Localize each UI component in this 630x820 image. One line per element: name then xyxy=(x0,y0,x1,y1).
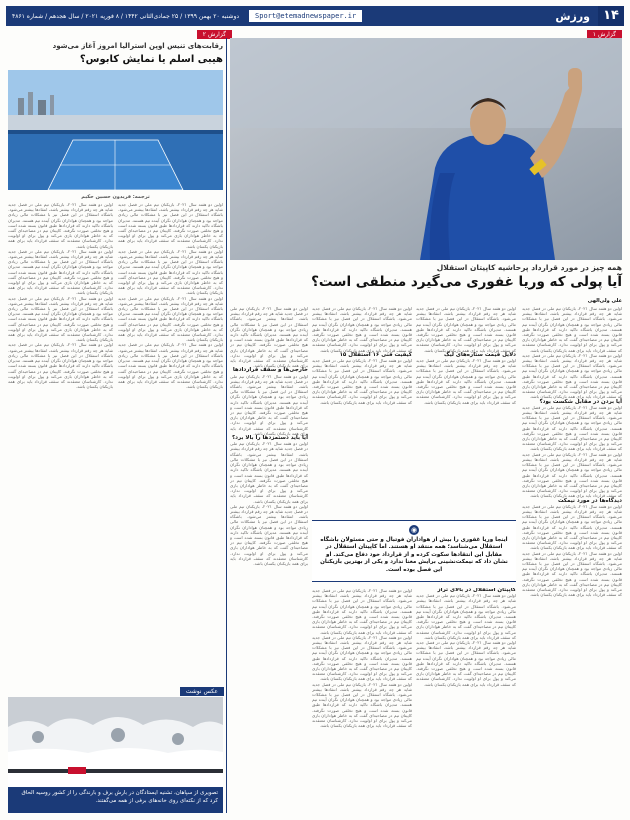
main-body-col-4 xyxy=(230,306,308,811)
main-body-col-3 xyxy=(312,306,412,516)
main-subhead-1: دلایل قیمت ستاره‌های لیگ xyxy=(444,351,516,358)
section-email[interactable]: Sport@etemadnewspaper.ir xyxy=(249,10,362,22)
main-body-col-3b xyxy=(312,588,412,811)
side-body-col-2 xyxy=(8,202,113,682)
snow-illustration xyxy=(8,697,223,787)
main-subhead-3: خارجی‌ها و سقف قراردادها xyxy=(232,367,308,374)
side-kicker: رقابت‌های تنیس اوپن استرالیا امروز آغاز می‌شود xyxy=(52,42,223,50)
main-col3-text: اولین دو هفته سال ۲۰۲۱، بازیکنان تیم ملی در فصل جدید شاید هر چه رقم قرارداد بیشتر باشد، انتقادها بیشتر می‌شود. باشگاه استقلال در این فصل نیز با مشکلات مالی زیادی مواجه بود و همچنان هواداران نگران آینده تیم هستند. مدیران باشگاه تاکید دارند که قراردادها طبق قانون بسته شده است و هیچ تخلفی صورت نگرفته. کاپیتان تیم در مصاحبه‌ای گفت که به خاطر هواداران بازی می‌کند و پول برای او اولویت ندارد. کارشناسان معتقدند که سقف قرارداد باید برای همه بازیکنان یکسان باشد. xyxy=(312,306,412,353)
main-body-col-1 xyxy=(522,306,622,811)
quote-marker-icon: ◉ xyxy=(410,526,418,534)
snow-photo xyxy=(8,697,223,787)
side-headline: هیبی اسلم یا نمایش کابوس؟ xyxy=(79,54,223,65)
main-subhead-7: دیدگاه‌ها در مورد نیمکت xyxy=(557,497,622,504)
side-body-text: اولین دو هفته سال ۲۰۲۱، بازیکنان تیم ملی در فصل جدید شاید هر چه رقم قرارداد بیشتر باشد، انتقادها بیشتر می‌شود. باشگاه استقلال در این فصل نیز با مشکلات مالی زیادی مواجه بود و همچنان هواداران نگران آینده تیم هستند. مدیران باشگاه تاکید دارند که قراردادها طبق قانون بسته شده است و هیچ تخلفی صورت نگرفته. کاپیتان تیم در مصاحبه‌ای گفت که به خاطر هواداران بازی می‌کند و پول برای او اولویت ندارد. کارشناسان معتقدند که سقف قرارداد باید برای همه بازیکنان یکسان باشد. xyxy=(118,202,223,249)
main-col1-text-3: اولین دو هفته سال ۲۰۲۱، بازیکنان تیم ملی در فصل جدید شاید هر چه رقم قرارداد بیشتر باشد، انتقادها بیشتر می‌شود. باشگاه استقلال در این فصل نیز با مشکلات مالی زیادی مواجه بود و همچنان هواداران نگران آینده تیم هستند. مدیران باشگاه تاکید دارند که قراردادها طبق قانون بسته شده است و هیچ تخلفی صورت نگرفته. کاپیتان تیم در مصاحبه‌ای گفت که به خاطر هواداران بازی می‌کند و پول برای او اولویت ندارد. کارشناسان معتقدند که سقف قرارداد باید برای همه بازیکنان یکسان باشد. xyxy=(522,404,622,452)
main-subhead-5: کاپیتان استقلال در بالای تراز xyxy=(437,588,516,593)
side-body-text-2: اولین دو هفته سال ۲۰۲۱، بازیکنان تیم ملی در فصل جدید شاید هر چه رقم قرارداد بیشتر باشد، انتقادها بیشتر می‌شود. باشگاه استقلال در این فصل نیز با مشکلات مالی زیادی مواجه بود و همچنان هواداران نگران آینده تیم هستند. مدیران باشگاه تاکید دارند که قراردادها طبق قانون بسته شده است و هیچ تخلفی صورت نگرفته. کاپیتان تیم در مصاحبه‌ای گفت که به خاطر هواداران بازی می‌کند و پول برای او اولویت ندارد. کارشناسان معتقدند که سقف قرارداد باید برای همه بازیکنان یکسان باشد. xyxy=(118,248,223,296)
main-subhead-2: کیفیت فنی ۱۶ استقلال ۱۵ xyxy=(339,351,412,358)
side-body-text-3: اولین دو هفته سال ۲۰۲۱، بازیکنان تیم ملی در فصل جدید شاید هر چه رقم قرارداد بیشتر باشد، انتقادها بیشتر می‌شود. باشگاه استقلال در این فصل نیز با مشکلات مالی زیادی مواجه بود و همچنان هواداران نگران آینده تیم هستند. مدیران باشگاه تاکید دارند که قراردادها طبق قانون بسته شده است و هیچ تخلفی صورت نگرفته. کاپیتان تیم در مصاحبه‌ای گفت که به خاطر هواداران بازی می‌کند و پول برای او اولویت ندارد. کارشناسان معتقدند که سقف قرارداد باید برای همه بازیکنان یکسان باشد. xyxy=(118,295,223,343)
main-byline: علی ولی‌الهی xyxy=(587,298,622,304)
side-body-text-5: اولین دو هفته سال ۲۰۲۱، بازیکنان تیم ملی در فصل جدید شاید هر چه رقم قرارداد بیشتر باشد، انتقادها بیشتر می‌شود. باشگاه استقلال در این فصل نیز با مشکلات مالی زیادی مواجه بود و همچنان هواداران نگران آینده تیم هستند. مدیران باشگاه تاکید دارند که قراردادها طبق قانون بسته شده است و هیچ تخلفی صورت نگرفته. کاپیتان تیم در مصاحبه‌ای گفت که به خاطر هواداران بازی می‌کند و پول برای او اولویت ندارد. کارشناسان معتقدند که سقف قرارداد باید برای همه بازیکنان یکسان باشد. xyxy=(8,202,113,249)
main-col1-text-5: اولین دو هفته سال ۲۰۲۱، بازیکنان تیم ملی در فصل جدید شاید هر چه رقم قرارداد بیشتر باشد، انتقادها بیشتر می‌شود. باشگاه استقلال در این فصل نیز با مشکلات مالی زیادی مواجه بود و همچنان هواداران نگران آینده تیم هستند. مدیران باشگاه تاکید دارند که قراردادها طبق قانون بسته شده است و هیچ تخلفی صورت نگرفته. کاپیتان تیم در مصاحبه‌ای گفت که به خاطر هواداران بازی می‌کند و پول برای او اولویت ندارد. کارشناسان معتقدند که سقف قرارداد باید برای همه بازیکنان یکسان باشد. xyxy=(522,503,622,551)
main-col1-text-6: اولین دو هفته سال ۲۰۲۱، بازیکنان تیم ملی در فصل جدید شاید هر چه رقم قرارداد بیشتر باشد، انتقادها بیشتر می‌شود. باشگاه استقلال در این فصل نیز با مشکلات مالی زیادی مواجه بود و همچنان هواداران نگران آینده تیم هستند. مدیران باشگاه تاکید دارند که قراردادها طبق قانون بسته شده است و هیچ تخلفی صورت نگرفته. کاپیتان تیم در مصاحبه‌ای گفت که به خاطر هواداران بازی می‌کند و پول برای او اولویت ندارد. کارشناسان معتقدند که سقف قرارداد باید برای همه بازیکنان یکسان باشد. xyxy=(522,550,622,598)
photo-kicker: عکس نوشت xyxy=(180,687,224,696)
section-title: ورزش xyxy=(555,9,590,23)
main-col2b-text: اولین دو هفته سال ۲۰۲۱، بازیکنان تیم ملی در فصل جدید شاید هر چه رقم قرارداد بیشتر باشد، انتقادها بیشتر می‌شود. باشگاه استقلال در این فصل نیز با مشکلات مالی زیادی مواجه بود و همچنان هواداران نگران آینده تیم هستند. مدیران باشگاه تاکید دارند که قراردادها طبق قانون بسته شده است و هیچ تخلفی صورت نگرفته. کاپیتان تیم در مصاحبه‌ای گفت که به خاطر هواداران بازی می‌کند و پول برای او اولویت ندارد. کارشناسان معتقدند که سقف قرارداد باید برای همه بازیکنان یکسان باشد. xyxy=(416,593,516,640)
main-col4-text-2: اولین دو هفته سال ۲۰۲۱، بازیکنان تیم ملی در فصل جدید شاید هر چه رقم قرارداد بیشتر باشد، انتقادها بیشتر می‌شود. باشگاه استقلال در این فصل نیز با مشکلات مالی زیادی مواجه بود و همچنان هواداران نگران آینده تیم هستند. مدیران باشگاه تاکید دارند که قراردادها طبق قانون بسته شده است و هیچ تخلفی صورت نگرفته. کاپیتان تیم در مصاحبه‌ای گفت که به خاطر هواداران بازی می‌کند و پول برای او اولویت ندارد. کارشناسان معتقدند که سقف قرارداد باید برای همه بازیکنان یکسان باشد. xyxy=(230,373,308,436)
pull-quote-text: اینجا وریا غفوری را بیش از هواداران فوتبال و حتی مسئولان باشگاه استقلال می‌شناسد؛ همه منتقد او هستند. اما کاپیتان استقلال در مقابل این انتقادها سکوت کرده و از قرارداد خود دفاع می‌کند. او نشان داد که نیمکت‌نشینی برایش معنا ندارد و یکی از بهترین بازیکنان این فصل بوده است. xyxy=(320,537,508,573)
player-illustration xyxy=(230,38,622,260)
main-subhead-4: آیا باید دستمزدها را بالا برد؟ xyxy=(231,435,308,442)
main-body-col-2 xyxy=(416,306,516,516)
main-col3b-text: اولین دو هفته سال ۲۰۲۱، بازیکنان تیم ملی در فصل جدید شاید هر چه رقم قرارداد بیشتر باشد، انتقادها بیشتر می‌شود. باشگاه استقلال در این فصل نیز با مشکلات مالی زیادی مواجه بود و همچنان هواداران نگران آینده تیم هستند. مدیران باشگاه تاکید دارند که قراردادها طبق قانون بسته شده است و هیچ تخلفی صورت نگرفته. کاپیتان تیم در مصاحبه‌ای گفت که به خاطر هواداران بازی می‌کند و پول برای او اولویت ندارد. کارشناسان معتقدند که سقف قرارداد باید برای همه بازیکنان یکسان باشد. xyxy=(312,588,412,635)
main-col4-text-4: اولین دو هفته سال ۲۰۲۱، بازیکنان تیم ملی در فصل جدید شاید هر چه رقم قرارداد بیشتر باشد، انتقادها بیشتر می‌شود. باشگاه استقلال در این فصل نیز با مشکلات مالی زیادی مواجه بود و همچنان هواداران نگران آینده تیم هستند. مدیران باشگاه تاکید دارند که قراردادها طبق قانون بسته شده است و هیچ تخلفی صورت نگرفته. کاپیتان تیم در مصاحبه‌ای گفت که به خاطر هواداران بازی می‌کند و پول برای او اولویت ندارد. کارشناسان معتقدند که سقف قرارداد باید برای همه بازیکنان یکسان باشد. xyxy=(230,503,308,566)
side-body-text-8: اولین دو هفته سال ۲۰۲۱، بازیکنان تیم ملی در فصل جدید شاید هر چه رقم قرارداد بیشتر باشد، انتقادها بیشتر می‌شود. باشگاه استقلال در این فصل نیز با مشکلات مالی زیادی مواجه بود و همچنان هواداران نگران آینده تیم هستند. مدیران باشگاه تاکید دارند که قراردادها طبق قانون بسته شده است و هیچ تخلفی صورت نگرفته. کاپیتان تیم در مصاحبه‌ای گفت که به خاطر هواداران بازی می‌کند و پول برای او اولویت ندارد. کارشناسان معتقدند که سقف قرارداد باید برای همه بازیکنان یکسان باشد. xyxy=(8,342,113,390)
tennis-court-photo xyxy=(8,70,223,190)
main-col3-text-2: اولین دو هفته سال ۲۰۲۱، بازیکنان تیم ملی در فصل جدید شاید هر چه رقم قرارداد بیشتر باشد، انتقادها بیشتر می‌شود. باشگاه استقلال در این فصل نیز با مشکلات مالی زیادی مواجه بود و همچنان هواداران نگران آینده تیم هستند. مدیران باشگاه تاکید دارند که قراردادها طبق قانون بسته شده است و هیچ تخلفی صورت نگرفته. کاپیتان تیم در مصاحبه‌ای گفت که به خاطر هواداران بازی می‌کند و پول برای او اولویت ندارد. کارشناسان معتقدند که سقف قرارداد باید برای همه بازیکنان یکسان باشد. xyxy=(312,358,412,405)
pull-quote xyxy=(312,520,516,582)
page-number: ۱۴ xyxy=(598,6,624,26)
main-col2b-text-2: اولین دو هفته سال ۲۰۲۱، بازیکنان تیم ملی در فصل جدید شاید هر چه رقم قرارداد بیشتر باشد، انتقادها بیشتر می‌شود. باشگاه استقلال در این فصل نیز با مشکلات مالی زیادی مواجه بود و همچنان هواداران نگران آینده تیم هستند. مدیران باشگاه تاکید دارند که قراردادها طبق قانون بسته شده است و هیچ تخلفی صورت نگرفته. کاپیتان تیم در مصاحبه‌ای گفت که به خاطر هواداران بازی می‌کند و پول برای او اولویت ندارد. کارشناسان معتقدند که سقف قرارداد باید برای همه بازیکنان یکسان باشد. xyxy=(416,640,516,687)
side-body-text-4: اولین دو هفته سال ۲۰۲۱، بازیکنان تیم ملی در فصل جدید شاید هر چه رقم قرارداد بیشتر باشد، انتقادها بیشتر می‌شود. باشگاه استقلال در این فصل نیز با مشکلات مالی زیادی مواجه بود و همچنان هواداران نگران آینده تیم هستند. مدیران باشگاه تاکید دارند که قراردادها طبق قانون بسته شده است و هیچ تخلفی صورت نگرفته. کاپیتان تیم در مصاحبه‌ای گفت که به خاطر هواداران بازی می‌کند و پول برای او اولویت ندارد. کارشناسان معتقدند که سقف قرارداد باید برای همه بازیکنان یکسان باشد. xyxy=(118,342,223,390)
main-col2-text: اولین دو هفته سال ۲۰۲۱، بازیکنان تیم ملی در فصل جدید شاید هر چه رقم قرارداد بیشتر باشد، انتقادها بیشتر می‌شود. باشگاه استقلال در این فصل نیز با مشکلات مالی زیادی مواجه بود و همچنان هواداران نگران آینده تیم هستند. مدیران باشگاه تاکید دارند که قراردادها طبق قانون بسته شده است و هیچ تخلفی صورت نگرفته. کاپیتان تیم در مصاحبه‌ای گفت که به خاطر هواداران بازی می‌کند و پول برای او اولویت ندارد. کارشناسان معتقدند که سقف قرارداد باید برای همه بازیکنان یکسان باشد. xyxy=(416,306,516,353)
dateline: دوشنبه ۲۰ بهمن ۱۳۹۹ / ۲۵ جمادی‌الثانی ۱۴۴۲ / ۸ فوریه ۲۰۲۱ / سال هجدهم / شماره ۴۸۶۱ xyxy=(12,12,240,20)
main-col4-text: اولین دو هفته سال ۲۰۲۱، بازیکنان تیم ملی در فصل جدید شاید هر چه رقم قرارداد بیشتر باشد، انتقادها بیشتر می‌شود. باشگاه استقلال در این فصل نیز با مشکلات مالی زیادی مواجه بود و همچنان هواداران نگران آینده تیم هستند. مدیران باشگاه تاکید دارند که قراردادها طبق قانون بسته شده است و هیچ تخلفی صورت نگرفته. کاپیتان تیم در مصاحبه‌ای گفت که به خاطر هواداران بازی می‌کند و پول برای او اولویت ندارد. کارشناسان معتقدند که سقف قرارداد باید برای همه بازیکنان یکسان باشد. xyxy=(230,306,308,369)
main-col1-text-4: اولین دو هفته سال ۲۰۲۱، بازیکنان تیم ملی در فصل جدید شاید هر چه رقم قرارداد بیشتر باشد، انتقادها بیشتر می‌شود. باشگاه استقلال در این فصل نیز با مشکلات مالی زیادی مواجه بود و همچنان هواداران نگران آینده تیم هستند. مدیران باشگاه تاکید دارند که قراردادها طبق قانون بسته شده است و هیچ تخلفی صورت نگرفته. کاپیتان تیم در مصاحبه‌ای گفت که به خاطر هواداران بازی می‌کند و پول برای او اولویت ندارد. کارشناسان معتقدند که سقف قرارداد باید برای همه بازیکنان یکسان باشد. xyxy=(522,451,622,499)
page-header-bar xyxy=(6,6,624,26)
side-body-text-6: اولین دو هفته سال ۲۰۲۱، بازیکنان تیم ملی در فصل جدید شاید هر چه رقم قرارداد بیشتر باشد، انتقادها بیشتر می‌شود. باشگاه استقلال در این فصل نیز با مشکلات مالی زیادی مواجه بود و همچنان هواداران نگران آینده تیم هستند. مدیران باشگاه تاکید دارند که قراردادها طبق قانون بسته شده است و هیچ تخلفی صورت نگرفته. کاپیتان تیم در مصاحبه‌ای گفت که به خاطر هواداران بازی می‌کند و پول برای او اولویت ندارد. کارشناسان معتقدند که سقف قرارداد باید برای همه بازیکنان یکسان باشد. xyxy=(8,248,113,296)
photo-caption: تصویری از سپاهان، تشنیه ایستادگان در بارش برف و بارندگی را از کشور روسیه الحاق کرد که از نکته‌ای روی خانه‌های برفی از همه می‌گفتند. xyxy=(8,787,223,813)
main-col3b-text-3: اولین دو هفته سال ۲۰۲۱، بازیکنان تیم ملی در فصل جدید شاید هر چه رقم قرارداد بیشتر باشد، انتقادها بیشتر می‌شود. باشگاه استقلال در این فصل نیز با مشکلات مالی زیادی مواجه بود و همچنان هواداران نگران آینده تیم هستند. مدیران باشگاه تاکید دارند که قراردادها طبق قانون بسته شده است و هیچ تخلفی صورت نگرفته. کاپیتان تیم در مصاحبه‌ای گفت که به خاطر هواداران بازی می‌کند و پول برای او اولویت ندارد. کارشناسان معتقدند که سقف قرارداد باید برای همه بازیکنان یکسان باشد. xyxy=(312,681,412,729)
main-col1-text: اولین دو هفته سال ۲۰۲۱، بازیکنان تیم ملی در فصل جدید شاید هر چه رقم قرارداد بیشتر باشد، انتقادها بیشتر می‌شود. باشگاه استقلال در این فصل نیز با مشکلات مالی زیادی مواجه بود و همچنان هواداران نگران آینده تیم هستند. مدیران باشگاه تاکید دارند که قراردادها طبق قانون بسته شده است و هیچ تخلفی صورت نگرفته. کاپیتان تیم در مصاحبه‌ای گفت که به خاطر هواداران بازی می‌کند و پول برای او اولویت ندارد. کارشناسان معتقدند که سقف قرارداد باید برای همه بازیکنان یکسان باشد. xyxy=(522,306,622,353)
main-subhead-6: آیا بردن در مقابل شکست بود؟ xyxy=(539,398,622,405)
main-body-col-2b xyxy=(416,588,516,811)
main-kicker: همه چیز در مورد قرارداد پرحاشیه کاپیتان استقلال xyxy=(436,263,622,272)
tennis-court-illustration xyxy=(8,70,223,190)
main-col1-text-2: اولین دو هفته سال ۲۰۲۱، بازیکنان تیم ملی در فصل جدید شاید هر چه رقم قرارداد بیشتر باشد، انتقادها بیشتر می‌شود. باشگاه استقلال در این فصل نیز با مشکلات مالی زیادی مواجه بود و همچنان هواداران نگران آینده تیم هستند. مدیران باشگاه تاکید دارند که قراردادها طبق قانون بسته شده است و هیچ تخلفی صورت نگرفته. کاپیتان تیم در مصاحبه‌ای گفت که به خاطر هواداران بازی می‌کند و پول برای او اولویت ندارد. کارشناسان معتقدند که سقف قرارداد باید برای همه بازیکنان یکسان باشد. xyxy=(522,352,622,400)
side-byline: ترجمه: فریدون حسین حکیم xyxy=(81,194,150,200)
main-col3b-text-2: اولین دو هفته سال ۲۰۲۱، بازیکنان تیم ملی در فصل جدید شاید هر چه رقم قرارداد بیشتر باشد، انتقادها بیشتر می‌شود. باشگاه استقلال در این فصل نیز با مشکلات مالی زیادی مواجه بود و همچنان هواداران نگران آینده تیم هستند. مدیران باشگاه تاکید دارند که قراردادها طبق قانون بسته شده است و هیچ تخلفی صورت نگرفته. کاپیتان تیم در مصاحبه‌ای گفت که به خاطر هواداران بازی می‌کند و پول برای او اولویت ندارد. کارشناسان معتقدند که سقف قرارداد باید برای همه بازیکنان یکسان باشد. xyxy=(312,634,412,682)
player-photo xyxy=(230,38,622,260)
main-col2-text-2: اولین دو هفته سال ۲۰۲۱، بازیکنان تیم ملی در فصل جدید شاید هر چه رقم قرارداد بیشتر باشد، انتقادها بیشتر می‌شود. باشگاه استقلال در این فصل نیز با مشکلات مالی زیادی مواجه بود و همچنان هواداران نگران آینده تیم هستند. مدیران باشگاه تاکید دارند که قراردادها طبق قانون بسته شده است و هیچ تخلفی صورت نگرفته. کاپیتان تیم در مصاحبه‌ای گفت که به خاطر هواداران بازی می‌کند و پول برای او اولویت ندارد. کارشناسان معتقدند که سقف قرارداد باید برای همه بازیکنان یکسان باشد. xyxy=(416,358,516,405)
side-body-col-1 xyxy=(118,202,223,682)
column-rule xyxy=(226,38,227,813)
main-col4-text-3: اولین دو هفته سال ۲۰۲۱، بازیکنان تیم ملی در فصل جدید شاید هر چه رقم قرارداد بیشتر باشد، انتقادها بیشتر می‌شود. باشگاه استقلال در این فصل نیز با مشکلات مالی زیادی مواجه بود و همچنان هواداران نگران آینده تیم هستند. مدیران باشگاه تاکید دارند که قراردادها طبق قانون بسته شده است و هیچ تخلفی صورت نگرفته. کاپیتان تیم در مصاحبه‌ای گفت که به خاطر هواداران بازی می‌کند و پول برای او اولویت ندارد. کارشناسان معتقدند که سقف قرارداد باید برای همه بازیکنان یکسان باشد. xyxy=(230,441,308,504)
side-body-text-7: اولین دو هفته سال ۲۰۲۱، بازیکنان تیم ملی در فصل جدید شاید هر چه رقم قرارداد بیشتر باشد، انتقادها بیشتر می‌شود. باشگاه استقلال در این فصل نیز با مشکلات مالی زیادی مواجه بود و همچنان هواداران نگران آینده تیم هستند. مدیران باشگاه تاکید دارند که قراردادها طبق قانون بسته شده است و هیچ تخلفی صورت نگرفته. کاپیتان تیم در مصاحبه‌ای گفت که به خاطر هواداران بازی می‌کند و پول برای او اولویت ندارد. کارشناسان معتقدند که سقف قرارداد باید برای همه بازیکنان یکسان باشد. xyxy=(8,295,113,343)
report-tag-side: گزارش ۲ xyxy=(197,30,232,39)
report-tag: گزارش ۱ xyxy=(587,30,622,39)
main-headline: آیا پولی که وریا غفوری می‌گیرد منطقی است؟ xyxy=(311,274,622,290)
